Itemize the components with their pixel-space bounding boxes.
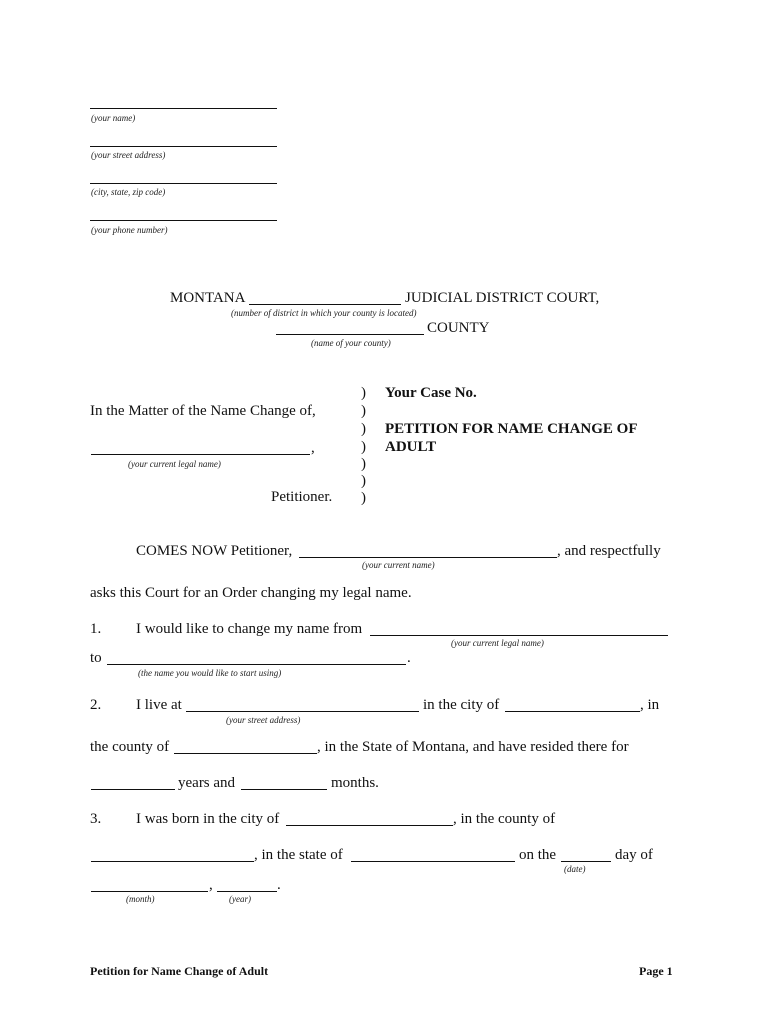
paren-5: ) xyxy=(361,456,366,472)
paragraph-2-city: in the city of xyxy=(423,697,500,713)
your-name-caption: (your name) xyxy=(91,113,136,123)
birth-day-line[interactable] xyxy=(561,861,611,862)
birth-city-line[interactable] xyxy=(286,825,453,826)
paragraph-3-text: I was born in the city of xyxy=(136,811,280,827)
paragraph-1-text: I would like to change my name from xyxy=(136,621,363,637)
birth-month-caption: (month) xyxy=(126,894,155,904)
paragraph-3-comma: , xyxy=(209,877,213,893)
city-state-zip-caption: (city, state, zip code) xyxy=(91,187,166,197)
district-number-line[interactable] xyxy=(249,304,401,305)
footer-title: Petition for Name Change of Adult xyxy=(90,964,269,978)
paragraph-3-county: , in the county of xyxy=(453,811,556,827)
paragraph-3-day: day of xyxy=(615,847,653,863)
asks-text: asks this Court for an Order changing my legal name. xyxy=(90,585,412,601)
paren-3: ) xyxy=(361,421,366,437)
petitioner-label: Petitioner. xyxy=(271,489,333,505)
birth-year-caption: (year) xyxy=(229,894,251,904)
phone-number-caption: (your phone number) xyxy=(91,225,168,235)
district-caption: (number of district in which your county is located) xyxy=(231,308,417,318)
birth-state-line[interactable] xyxy=(351,861,515,862)
footer-page: Page 1 xyxy=(639,964,673,978)
years-line[interactable] xyxy=(91,789,175,790)
city-state-zip-line[interactable] xyxy=(90,183,277,184)
current-name-line[interactable] xyxy=(299,557,557,558)
comes-now-text: COMES NOW Petitioner, xyxy=(136,543,293,559)
paragraph-2-county: the county of xyxy=(90,739,170,755)
paren-2: ) xyxy=(361,403,366,419)
paragraph-1-to: to xyxy=(90,650,102,666)
months-line[interactable] xyxy=(241,789,327,790)
county-label: COUNTY xyxy=(427,320,490,336)
petition-title-line2: ADULT xyxy=(385,439,437,455)
court-state: MONTANA xyxy=(170,290,246,306)
paragraph-1-period: . xyxy=(407,650,411,666)
birth-county-line[interactable] xyxy=(91,861,254,862)
residence-address-caption: (your street address) xyxy=(226,715,301,725)
residence-city-line[interactable] xyxy=(505,711,640,712)
street-address-line[interactable] xyxy=(90,146,277,147)
current-legal-name-line[interactable] xyxy=(370,635,668,636)
paragraph-3-on: on the xyxy=(519,847,557,863)
county-name-line[interactable] xyxy=(276,334,424,335)
paragraph-2-in: , in xyxy=(640,697,660,713)
paragraph-2-state: , in the State of Montana, and have resided there for xyxy=(317,739,629,755)
court-name: JUDICIAL DISTRICT COURT, xyxy=(405,290,600,306)
street-address-caption: (your street address) xyxy=(91,150,166,160)
new-name-caption: (the name you would like to start using) xyxy=(138,668,282,678)
phone-number-line[interactable] xyxy=(90,220,277,221)
legal-name-caption: (your current legal name) xyxy=(128,459,221,469)
birth-year-line[interactable] xyxy=(217,891,277,892)
petition-title-line1: PETITION FOR NAME CHANGE OF xyxy=(385,421,638,437)
current-name-caption: (your current name) xyxy=(362,560,435,570)
paren-6: ) xyxy=(361,473,366,489)
county-caption: (name of your county) xyxy=(311,338,391,348)
your-name-line[interactable] xyxy=(90,108,277,109)
matter-text: In the Matter of the Name Change of, xyxy=(90,403,316,419)
residence-county-line[interactable] xyxy=(174,753,317,754)
birth-month-line[interactable] xyxy=(91,891,208,892)
paragraph-1-number: 1. xyxy=(90,621,102,637)
paragraph-2-text: I live at xyxy=(136,697,182,713)
birth-date-caption: (date) xyxy=(564,864,586,874)
residence-address-line[interactable] xyxy=(186,711,419,712)
paragraph-3-state: , in the state of xyxy=(254,847,343,863)
legal-name-comma: , xyxy=(311,440,315,456)
paragraph-2-months: months. xyxy=(331,775,379,791)
paren-4: ) xyxy=(361,439,366,455)
paragraph-3-period: . xyxy=(277,877,281,893)
new-name-line[interactable] xyxy=(107,664,406,665)
paragraph-2-years: years and xyxy=(178,775,236,791)
paren-1: ) xyxy=(361,385,366,401)
paragraph-3-number: 3. xyxy=(90,811,102,827)
respectfully-text: , and respectfully xyxy=(557,543,661,559)
paren-7: ) xyxy=(361,490,366,506)
current-legal-name-caption: (your current legal name) xyxy=(451,638,544,648)
case-number-label: Your Case No. xyxy=(385,385,477,401)
paragraph-2-number: 2. xyxy=(90,697,102,713)
legal-name-line[interactable] xyxy=(91,454,310,455)
